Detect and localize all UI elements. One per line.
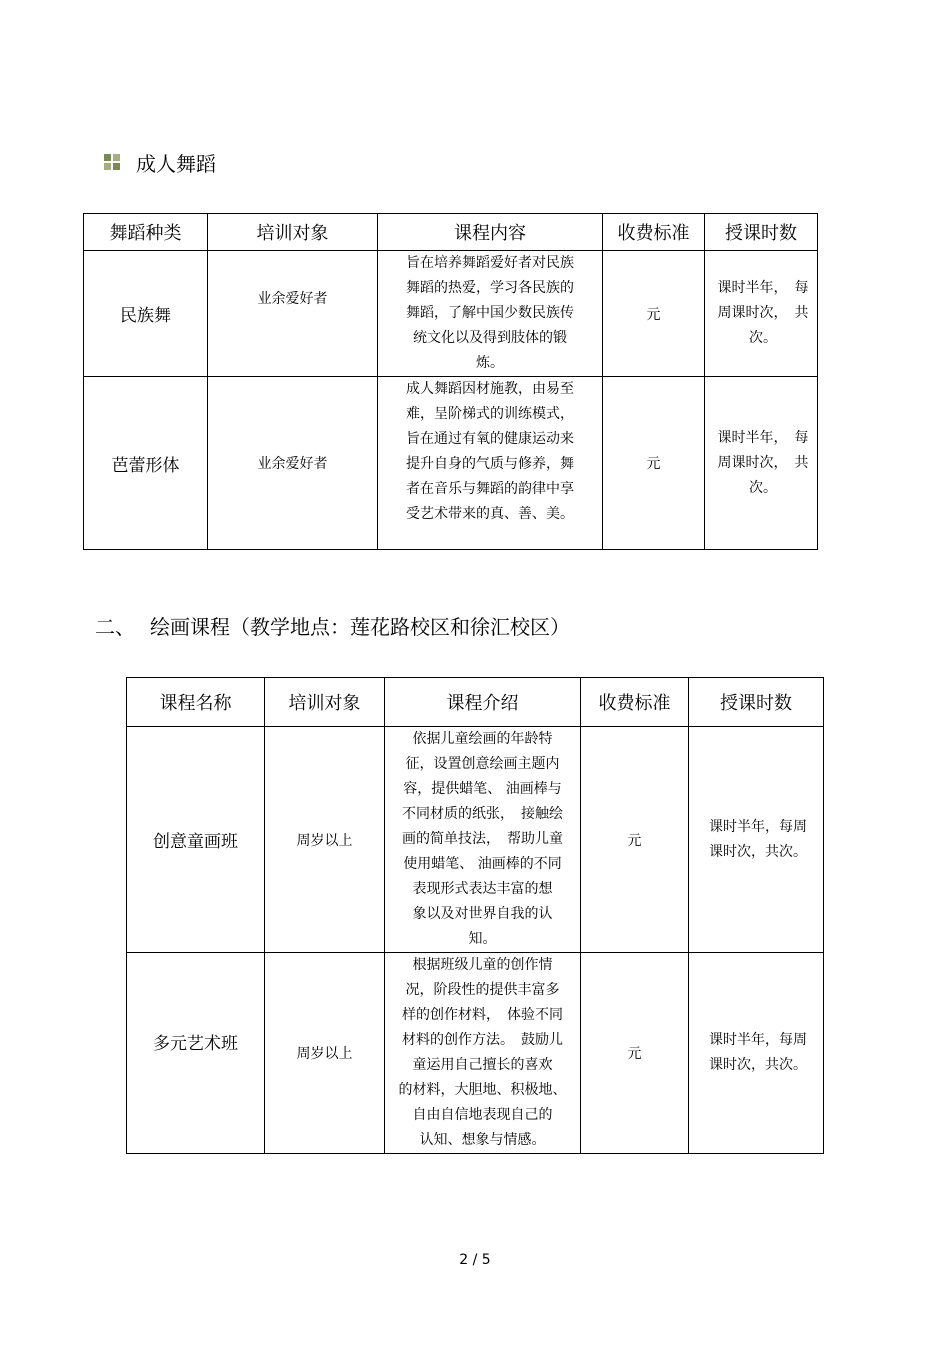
content-line: 况，阶段性的提供丰富多 — [405, 982, 560, 998]
target-audience: 业余爱好者 — [208, 377, 378, 550]
content-line: 舞蹈的热爱，学习各民族的 — [406, 280, 574, 296]
col-header: 培训对象 — [265, 678, 385, 727]
content-line: 象以及对世界自我的认 — [412, 906, 553, 922]
content-line: 旨在通过有氧的健康运动来 — [406, 431, 574, 447]
col-header: 收费标准 — [581, 678, 689, 727]
class-hours — [689, 727, 824, 953]
painting-course-table — [126, 677, 824, 1154]
section2-number: 二、 — [95, 615, 135, 639]
dance-category: 民族舞 — [84, 251, 208, 377]
section2-title: 绘画课程（教学地点：莲花路校区和徐汇校区） — [150, 615, 570, 639]
col-header: 课程内容 — [378, 214, 603, 251]
course-name: 创意童画班 — [127, 727, 265, 953]
fee-standard: 元 — [603, 251, 705, 377]
bullet-square — [104, 154, 111, 161]
content-line: 舞蹈，了解中国少数民族传 — [406, 305, 574, 321]
content-line: 提升自身的气质与修养，舞 — [406, 456, 574, 472]
content-line: 根据班级儿童的创作情 — [412, 957, 553, 973]
content-line: 成人舞蹈因材施教，由易至 — [406, 381, 574, 397]
col-header: 课程名称 — [127, 678, 265, 727]
content-line: 依据儿童绘画的年龄特 — [412, 731, 553, 747]
hours-line: 次。 — [749, 479, 777, 496]
hours-line: 课时半年，每周 — [709, 1032, 807, 1048]
content-line: 不同材质的纸张， 接触绘 — [402, 806, 563, 822]
content-line: 童运用自己擅长的喜欢 — [412, 1057, 553, 1073]
table-header-row — [84, 214, 818, 251]
content-line: 自由自信地表现自己的 — [412, 1107, 553, 1123]
content-line: 难，呈阶梯式的训练模式， — [406, 406, 574, 422]
hours-line: 周课时次， 共 — [717, 305, 809, 321]
course-content — [378, 377, 603, 550]
col-header: 收费标准 — [603, 214, 705, 251]
content-line: 表现形式表达丰富的想 — [412, 881, 553, 897]
course-content — [385, 727, 581, 953]
class-hours — [689, 953, 824, 1154]
section1-title: 成人舞蹈 — [136, 152, 216, 176]
content-line: 统文化以及得到肢体的锻 — [413, 330, 567, 346]
hours-line: 课时次，共次。 — [709, 1057, 807, 1073]
hours-line: 课时半年，每周 — [709, 818, 807, 835]
col-header: 舞蹈种类 — [84, 214, 208, 251]
content-line: 使用蜡笔、 油画棒的不同 — [403, 856, 562, 872]
dance-course-table — [83, 213, 818, 550]
course-content — [378, 251, 603, 377]
content-line: 材料的创作方法。 鼓励儿 — [402, 1032, 563, 1048]
content-line: 画的简单技法， 帮助儿童 — [402, 831, 563, 847]
course-content — [385, 953, 581, 1154]
hours-line: 课时半年， 每 — [717, 280, 809, 296]
content-line: 知。 — [468, 931, 497, 947]
dance-category: 芭蕾形体 — [84, 377, 208, 550]
col-header: 课程介绍 — [385, 678, 581, 727]
col-header: 培训对象 — [208, 214, 378, 251]
target-audience: 业余爱好者 — [208, 251, 378, 377]
content-line: 样的创作材料， 体验不同 — [402, 1007, 563, 1023]
content-line: 者在音乐与舞蹈的韵律中享 — [406, 481, 574, 497]
course-name: 多元艺术班 — [127, 953, 265, 1154]
content-line: 炼。 — [476, 355, 504, 371]
content-line: 旨在培养舞蹈爱好者对民族 — [406, 255, 574, 271]
bullet-square — [113, 154, 120, 161]
table-row — [127, 953, 824, 1154]
table-row — [84, 377, 818, 550]
class-hours — [705, 251, 818, 377]
table-row — [84, 251, 818, 377]
content-line: 认知、想象与情感。 — [419, 1132, 546, 1148]
bullet-square — [104, 163, 111, 170]
page-number: 2 / 5 — [459, 1252, 491, 1268]
bullet-square — [113, 163, 120, 170]
table-header-row — [127, 678, 824, 727]
fee-standard: 元 — [581, 953, 689, 1154]
content-line: 容，提供蜡笔、 油画棒与 — [403, 781, 562, 797]
four-squares-bullet-icon — [104, 154, 120, 170]
hours-line: 次。 — [749, 330, 777, 346]
hours-line: 课时次，共次。 — [709, 843, 807, 860]
content-line: 征，设置创意绘画主题内 — [405, 756, 560, 772]
hours-line: 周课时次， 共 — [717, 454, 809, 471]
class-hours — [705, 377, 818, 550]
content-line: 的材料，大胆地、积极地、 — [398, 1082, 567, 1098]
fee-standard: 元 — [603, 377, 705, 550]
fee-standard: 元 — [581, 727, 689, 953]
target-audience: 周岁以上 — [265, 953, 385, 1154]
target-audience: 周岁以上 — [265, 727, 385, 953]
table-row — [127, 727, 824, 953]
col-header: 授课时数 — [705, 214, 818, 251]
col-header: 授课时数 — [689, 678, 824, 727]
content-line: 受艺术带来的真、善、美。 — [406, 506, 574, 522]
hours-line: 课时半年， 每 — [717, 429, 809, 446]
